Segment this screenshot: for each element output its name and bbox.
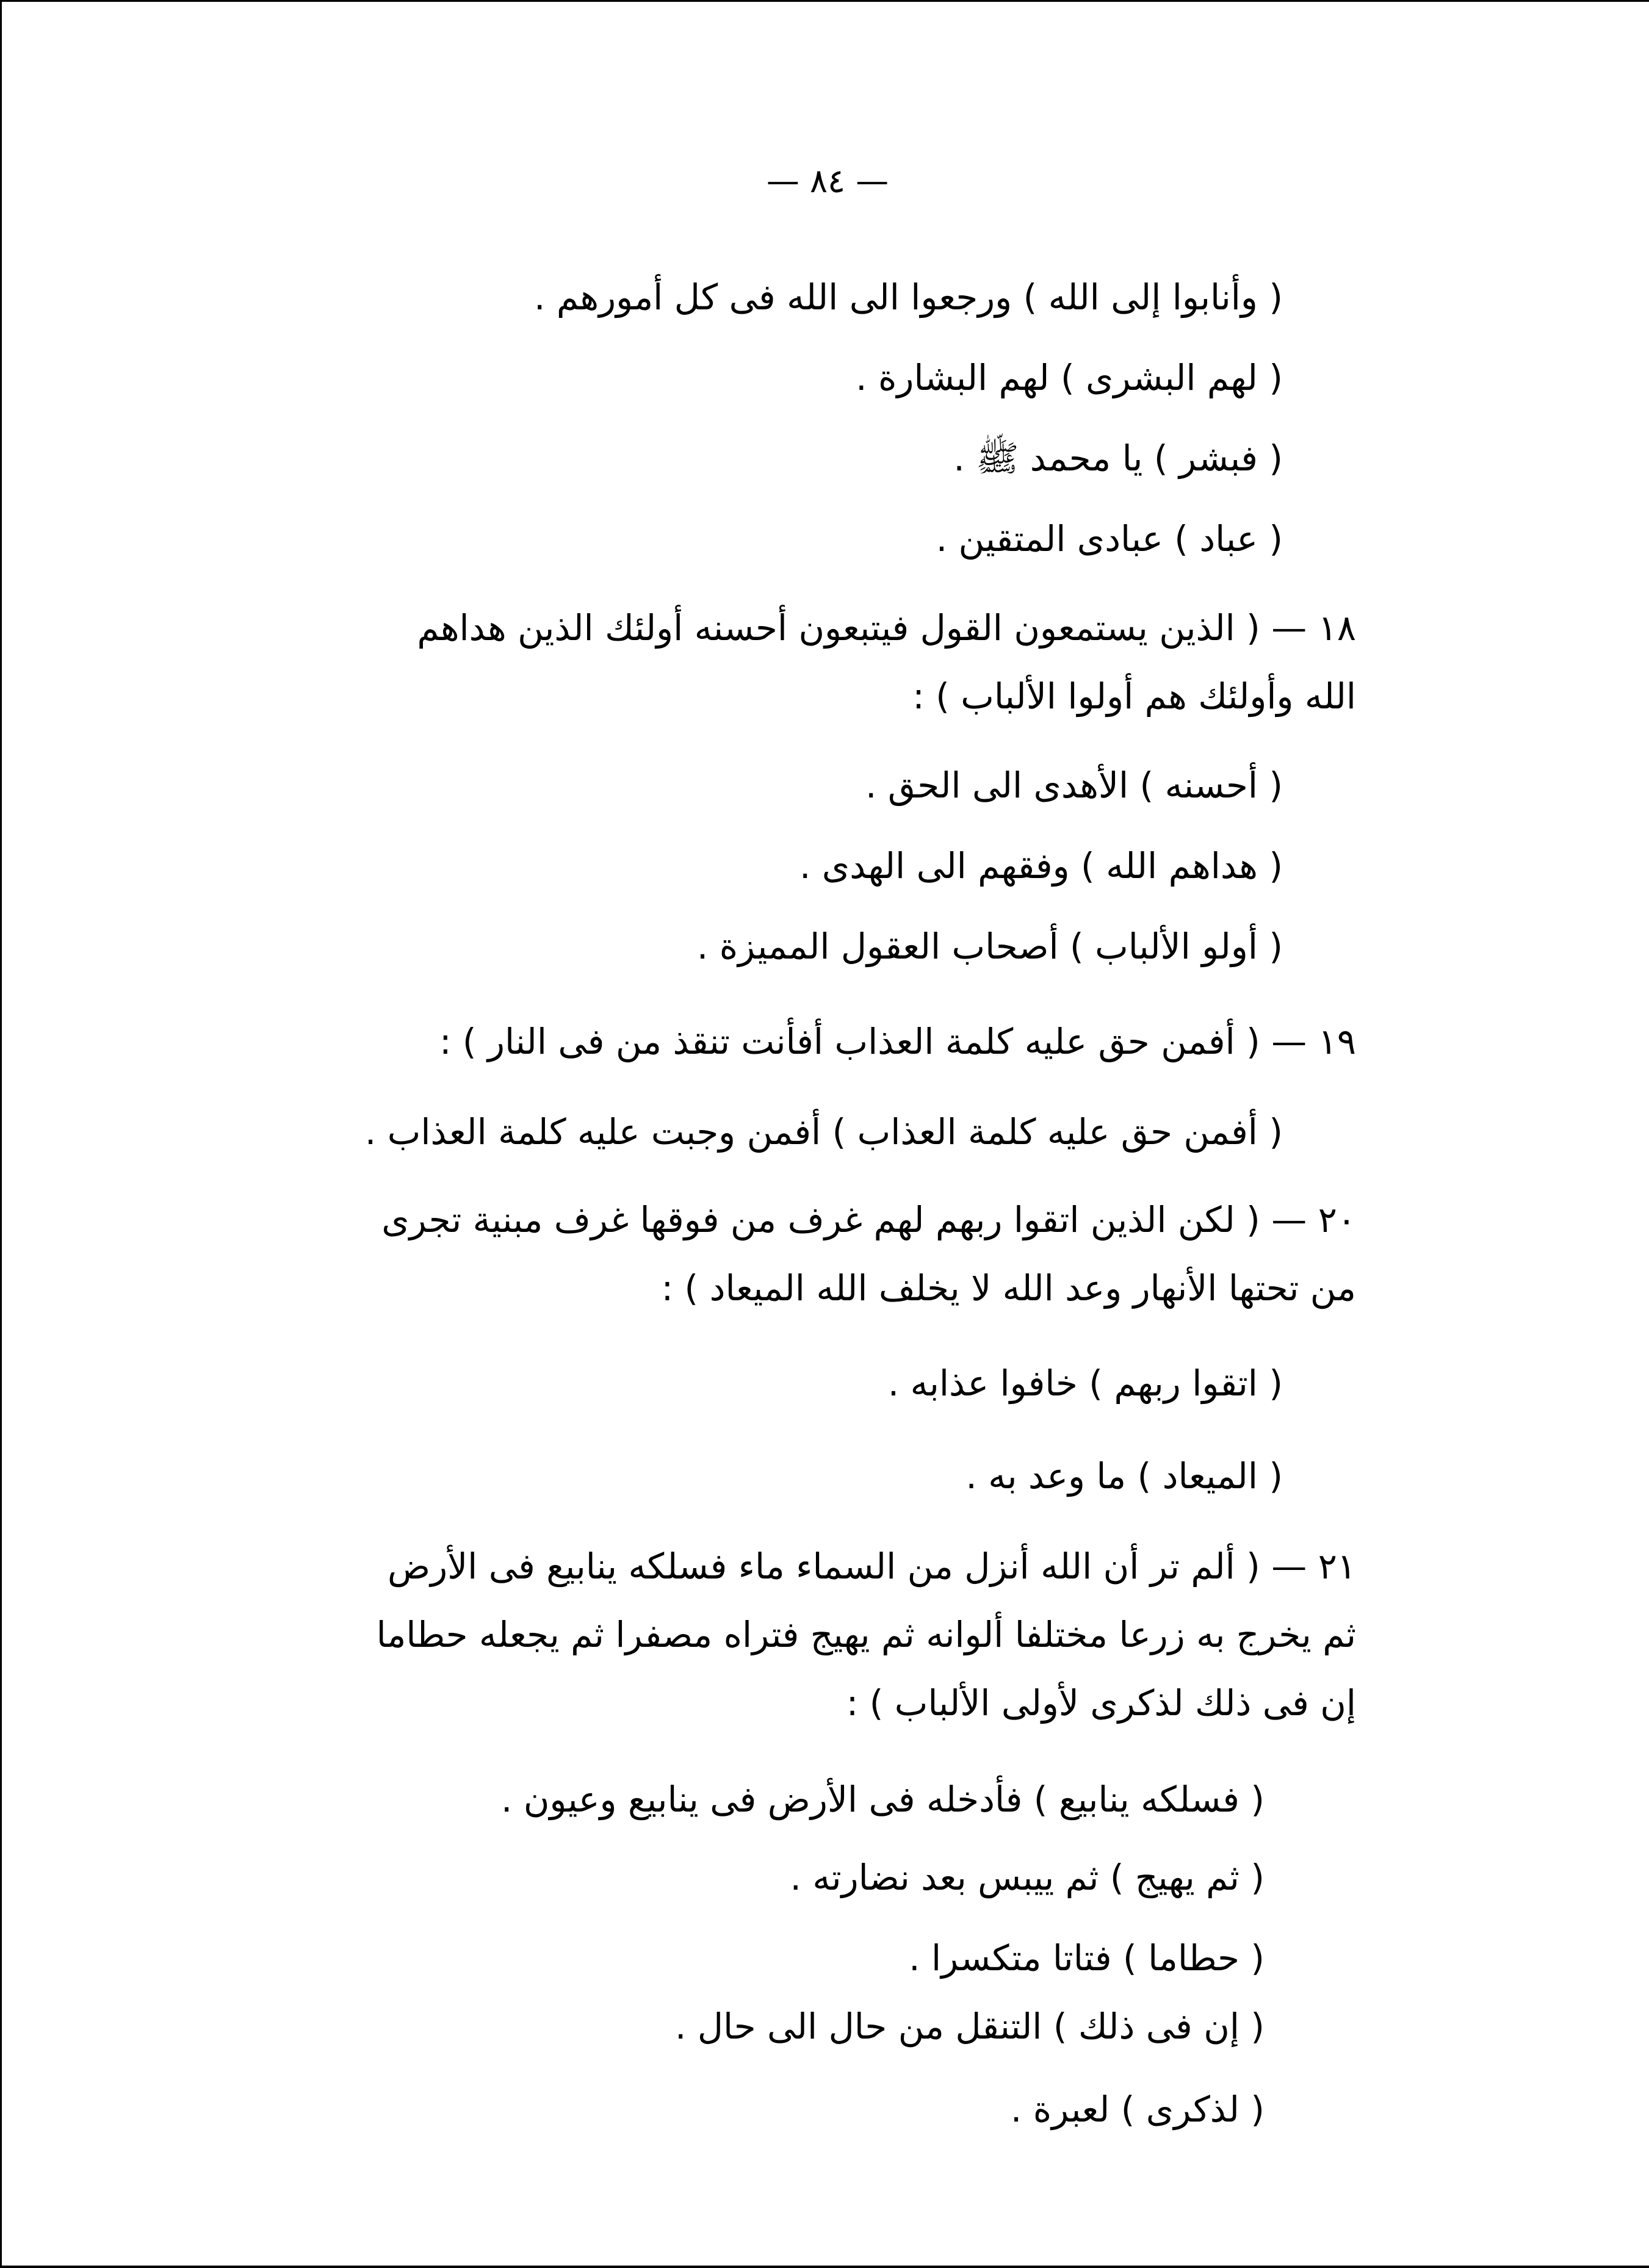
verse-line: ثم يخرج به زرعا مختلفا ألوانه ثم يهيج فتراه مصفرا ثم يجعله حطاما [376, 1614, 1356, 1655]
gloss-line: ( وأنابوا إلى الله ) ورجعوا الى الله فى كل أمورهم . [534, 276, 1283, 318]
gloss-line: ( إن فى ذلك ) التنقل من حال الى حال . [675, 2006, 1265, 2047]
gloss-line: ( أفمن حق عليه كلمة العذاب ) أفمن وجبت عليه كلمة العذاب . [364, 1111, 1283, 1153]
verse-line: ١٩ — ( أفمن حق عليه كلمة العذاب أفأنت تنقذ من فى النار ) : [439, 1021, 1356, 1062]
verse-line: ٢٠ — ( لكن الذين اتقوا ربهم لهم غرف من فوقها غرف مبنية تجرى [381, 1199, 1356, 1240]
gloss-line: ( عباد ) عبادى المتقين . [936, 518, 1283, 560]
page-border-bottom [0, 2266, 1649, 2268]
gloss-line: ( لذكرى ) لعبرة . [1010, 2089, 1265, 2130]
verse-line: إن فى ذلك لذكرى لأولى الألباب ) : [846, 1682, 1356, 1724]
gloss-line: ( حطاما ) فتاتا متكسرا . [909, 1937, 1265, 1979]
gloss-line: ( اتقوا ربهم ) خافوا عذابه . [887, 1363, 1283, 1404]
verse-line: ٢١ — ( ألم تر أن الله أنزل من السماء ماء فسلكه ينابيع فى الأرض [387, 1546, 1356, 1587]
page-number: — ٨٤ — [766, 162, 889, 200]
gloss-line: ( الميعاد ) ما وعد به . [965, 1455, 1283, 1497]
gloss-line: ( لهم البشرى ) لهم البشارة . [856, 357, 1283, 398]
verse-line: ١٨ — ( الذين يستمعون القول فيتبعون أحسنه أولئك الذين هداهم [417, 607, 1356, 649]
page-border-left [0, 0, 2, 2268]
gloss-line: ( أحسنه ) الأهدى الى الحق . [865, 765, 1283, 806]
gloss-line: ( ثم يهيج ) ثم ييبس بعد نضارته . [790, 1857, 1265, 1898]
gloss-line: ( هداهم الله ) وفقهم الى الهدى . [799, 845, 1283, 887]
gloss-line: ( أولو الألباب ) أصحاب العقول المميزة . [696, 926, 1283, 967]
page-border-top [0, 0, 1649, 2]
gloss-line: ( فبشر ) يا محمد ﷺ . [953, 437, 1283, 479]
verse-line: من تحتها الأنهار وعد الله لا يخلف الله الميعاد ) : [661, 1267, 1356, 1309]
verse-line: الله وأولئك هم أولوا الألباب ) : [912, 675, 1356, 717]
gloss-line: ( فسلكه ينابيع ) فأدخله فى الأرض فى ينابيع وعيون . [500, 1779, 1265, 1820]
